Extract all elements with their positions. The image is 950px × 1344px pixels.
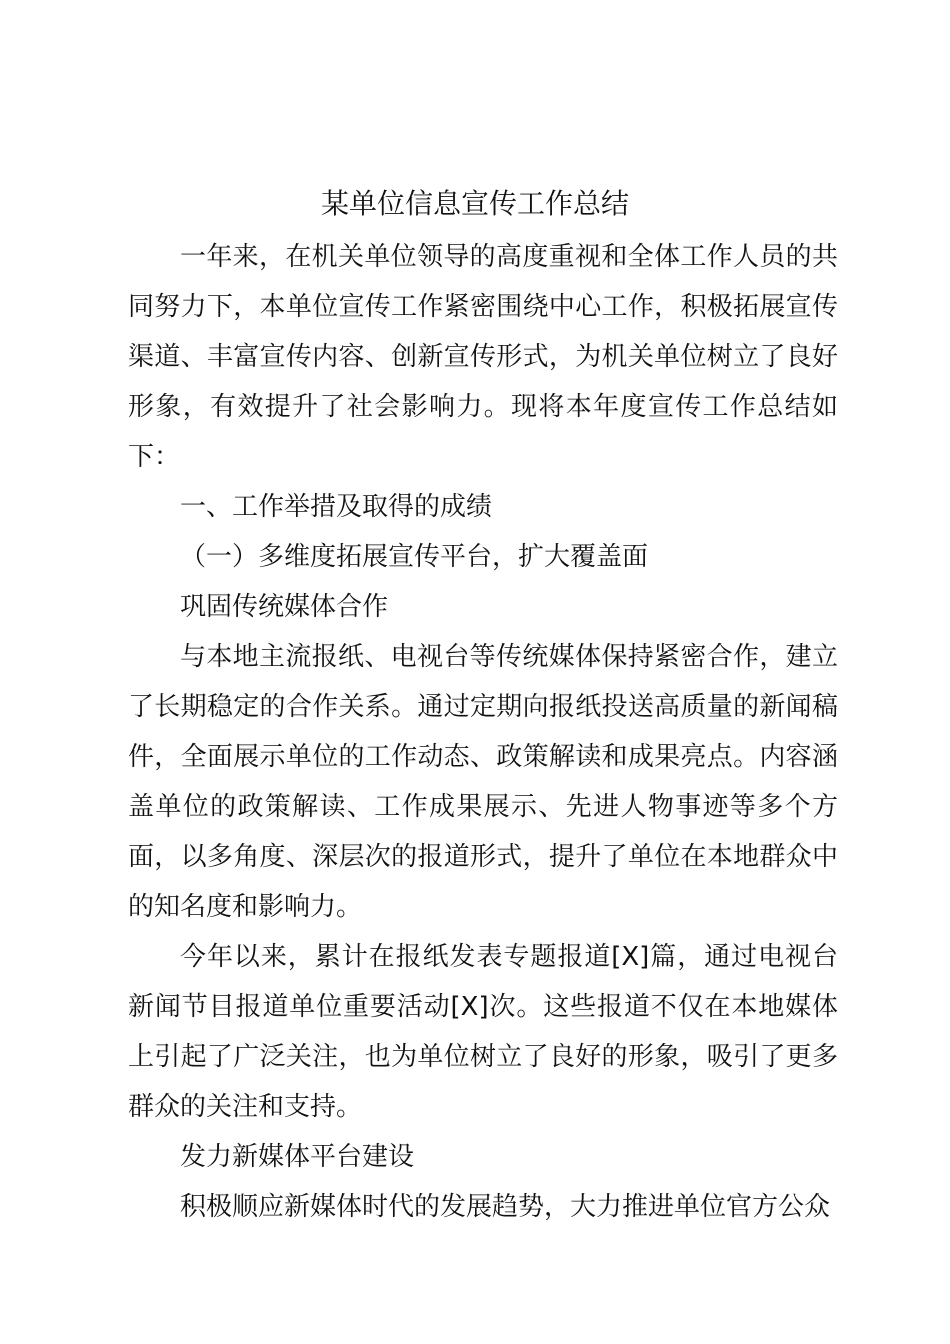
document-body bbox=[128, 232, 838, 1232]
subsection-heading: （一）多维度拓展宣传平台，扩大覆盖面 bbox=[180, 542, 649, 572]
document-title: 某单位信息宣传工作总结 bbox=[320, 187, 629, 220]
topic-heading: 巩固传统媒体合作 bbox=[180, 592, 389, 622]
body-paragraph: 积极顺应新媒体时代的发展趋势，大力推进单位官方公众 bbox=[180, 1192, 831, 1222]
body-paragraph: 与本地主流报纸、电视台等传统媒体保持紧密合作，建立了长期稳定的合作关系。通过定期向报纸投送高质量的新闻稿件，全面展示单位的工作动态、政策解读和成果亮点。内容涵盖单位的政策解读、工作成果展示、先进人物事迹等多个方面，以多角度、深层次的报道形式，提升了单位在本地群众中的知名度和影响力。 bbox=[128, 642, 838, 922]
body-paragraph: 今年以来，累计在报纸发表专题报道[X]篇，通过电视台新闻节目报道单位重要活动[X]次。这些报道不仅在本地媒体上引起了广泛关注，也为单位树立了良好的形象，吸引了更多群众的关注和支持。 bbox=[128, 942, 838, 1122]
intro-paragraph: 一年来，在机关单位领导的高度重视和全体工作人员的共同努力下，本单位宣传工作紧密围绕中心工作，积极拓展宣传渠道、丰富宣传内容、创新宣传形式，为机关单位树立了良好形象，有效提升了社会影响力。现将本年度宣传工作总结如下： bbox=[128, 242, 838, 472]
section-heading: 一、工作举措及取得的成绩 bbox=[180, 492, 493, 522]
topic-heading: 发力新媒体平台建设 bbox=[180, 1142, 415, 1172]
